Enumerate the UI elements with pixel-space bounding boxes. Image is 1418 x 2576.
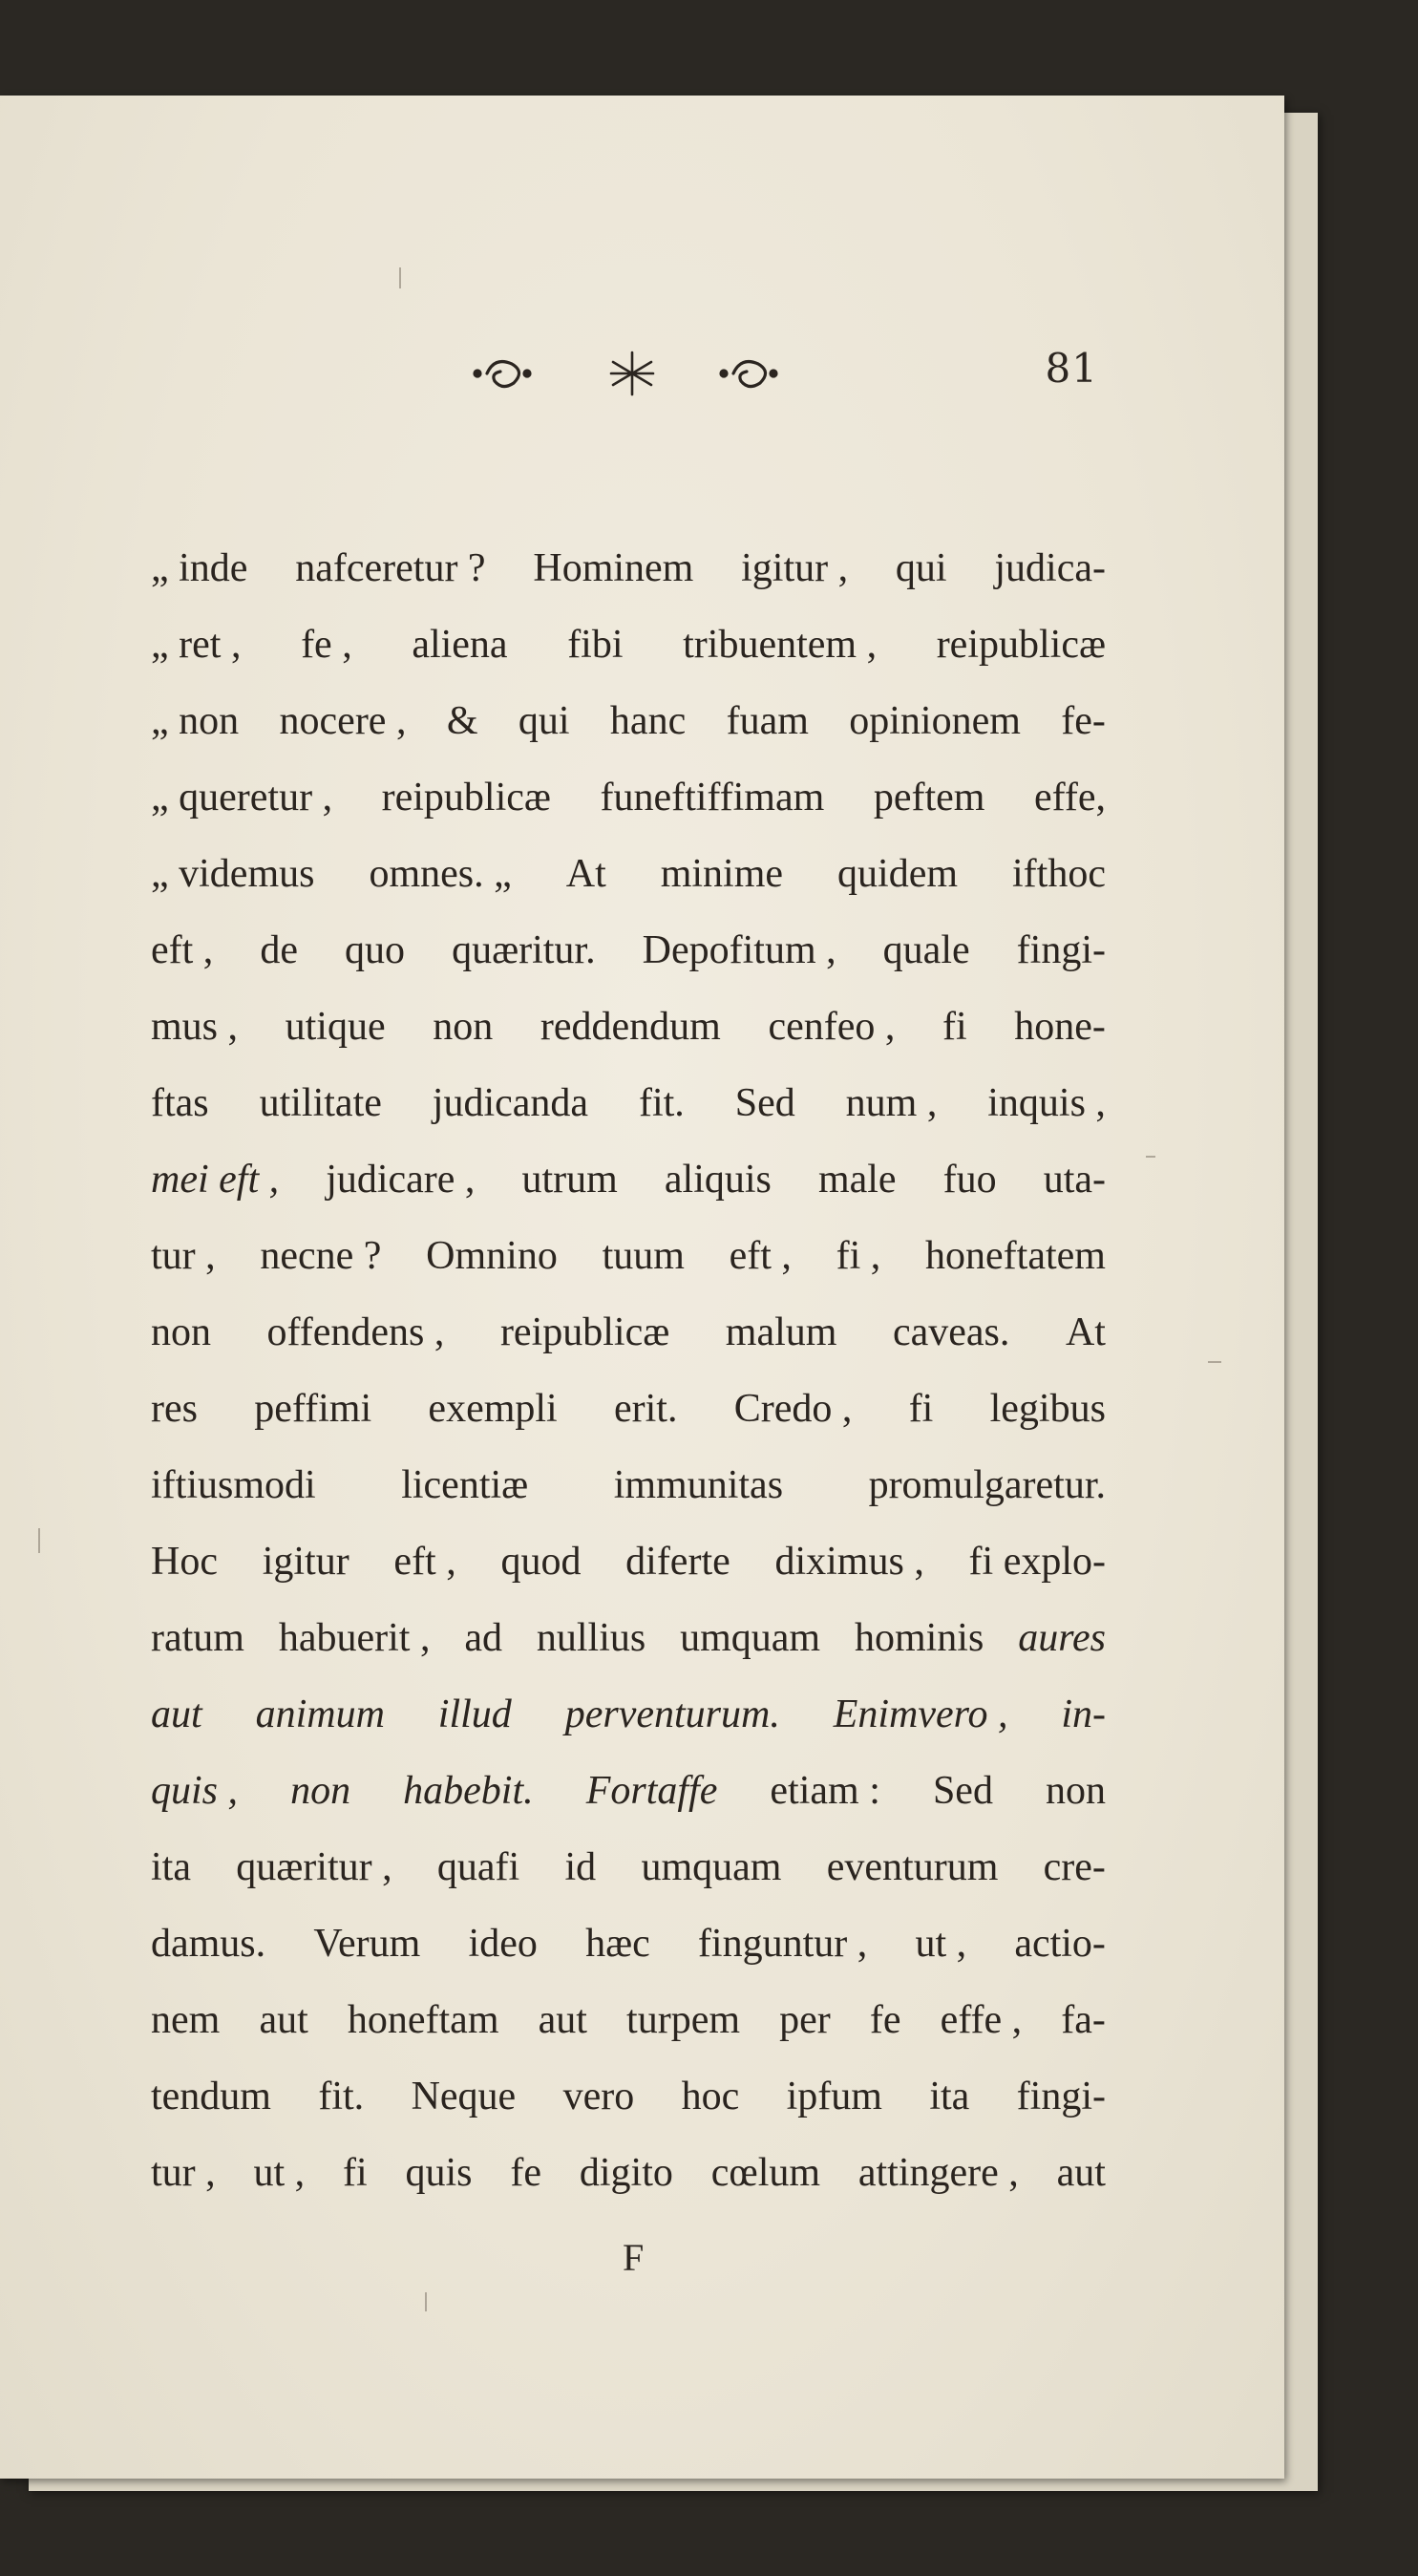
word: reddendum xyxy=(540,1005,721,1049)
word: tur , xyxy=(151,1234,216,1278)
word: umquam xyxy=(680,1616,821,1660)
word: fe xyxy=(510,2151,542,2195)
word: Credo , xyxy=(733,1387,853,1431)
word: etiam : xyxy=(770,1769,880,1813)
text-line xyxy=(151,2135,1106,2211)
word: fibi xyxy=(567,623,624,667)
word: judicare , xyxy=(326,1158,476,1202)
word: caveas. xyxy=(892,1310,1010,1354)
word: nafceretur ? xyxy=(295,546,486,590)
word: effe , xyxy=(940,1998,1023,2042)
body-text xyxy=(151,530,1106,2211)
word: ideo xyxy=(468,1922,538,1966)
word: tuum xyxy=(602,1234,685,1278)
word: At xyxy=(565,852,606,896)
word: uta- xyxy=(1043,1158,1106,1202)
word: „ inde xyxy=(151,546,248,590)
word: Neque xyxy=(411,2075,517,2118)
word: quod xyxy=(500,1540,582,1584)
word: aut xyxy=(538,1998,587,2042)
word: hæc xyxy=(585,1922,650,1966)
word: „ ret , xyxy=(151,623,242,667)
text-line xyxy=(151,1600,1106,1676)
word: hoc xyxy=(681,2075,740,2118)
word: fi xyxy=(908,1387,934,1431)
word: aut xyxy=(151,1692,202,1736)
word: & xyxy=(446,699,478,743)
word: cenfeo , xyxy=(768,1005,896,1049)
word: per xyxy=(779,1998,831,2042)
text-line xyxy=(151,1065,1106,1141)
word: igitur , xyxy=(741,546,849,590)
word: ita xyxy=(151,1845,191,1889)
word: nocere , xyxy=(279,699,407,743)
word: Omnino xyxy=(426,1234,558,1278)
word: digito xyxy=(579,2151,673,2195)
word: quis , xyxy=(151,1769,239,1813)
word: immunitas xyxy=(613,1463,784,1507)
word: utrum xyxy=(521,1158,618,1202)
word: reipublicæ xyxy=(499,1310,670,1354)
word: fa- xyxy=(1061,1998,1106,2042)
word: fi , xyxy=(836,1234,881,1278)
word: ifthoc xyxy=(1012,852,1106,896)
word: res xyxy=(151,1387,198,1431)
text-line xyxy=(151,2058,1106,2135)
word: fi xyxy=(942,1005,967,1049)
text-line xyxy=(151,989,1106,1065)
word: aures xyxy=(1018,1616,1106,1660)
text-line xyxy=(151,759,1106,836)
word: promulgaretur. xyxy=(868,1463,1106,1507)
word: effe, xyxy=(1034,776,1106,820)
word: igitur xyxy=(262,1540,349,1584)
word: fit. xyxy=(318,2075,365,2118)
word: qui xyxy=(895,546,947,590)
word: non xyxy=(290,1769,351,1813)
text-line xyxy=(151,1829,1106,1905)
word: mus , xyxy=(151,1005,239,1049)
paper-speck xyxy=(425,2292,427,2311)
word: tur , xyxy=(151,2151,216,2195)
word: ita xyxy=(929,2075,970,2118)
word: tribuentem , xyxy=(683,623,878,667)
word: fuam xyxy=(726,699,809,743)
text-line xyxy=(151,1753,1106,1829)
word: hone- xyxy=(1014,1005,1106,1049)
word: exempli xyxy=(428,1387,558,1431)
word: funeftiffimam xyxy=(600,776,825,820)
word: cre- xyxy=(1043,1845,1106,1889)
paper-speck xyxy=(1208,1361,1221,1363)
word: peffimi xyxy=(254,1387,372,1431)
word: reipublicæ xyxy=(381,776,551,820)
word: ipfum xyxy=(786,2075,882,2118)
word: cœlum xyxy=(710,2151,821,2195)
text-line xyxy=(151,836,1106,912)
text-line xyxy=(151,1905,1106,1982)
word: licentiæ xyxy=(401,1463,529,1507)
word: legibus xyxy=(989,1387,1106,1431)
text-line xyxy=(151,1523,1106,1600)
text-line xyxy=(151,1447,1106,1523)
word: habuerit , xyxy=(278,1616,431,1660)
word: offendens , xyxy=(266,1310,445,1354)
text-line xyxy=(151,1676,1106,1753)
word: actio- xyxy=(1014,1922,1106,1966)
word: quis xyxy=(405,2151,473,2195)
word: diferte xyxy=(625,1540,730,1584)
word: diximus , xyxy=(774,1540,924,1584)
word: erit. xyxy=(614,1387,678,1431)
word: peftem xyxy=(873,776,985,820)
word: eft , xyxy=(729,1234,792,1278)
word: „ queretur , xyxy=(151,776,333,820)
word: Verum xyxy=(313,1922,421,1966)
word: quæritur , xyxy=(236,1845,392,1889)
word: aut xyxy=(259,1998,308,2042)
word: turpem xyxy=(626,1998,741,2042)
word: animum xyxy=(255,1692,385,1736)
text-line xyxy=(151,912,1106,989)
word: nullius xyxy=(536,1616,646,1660)
word: „ videmus xyxy=(151,852,315,896)
word: finguntur , xyxy=(697,1922,868,1966)
word: opinionem xyxy=(849,699,1021,743)
word: perventurum. xyxy=(564,1692,780,1736)
word: eft , xyxy=(151,928,214,972)
word: fe , xyxy=(301,623,352,667)
word: judica- xyxy=(994,546,1106,590)
word: num , xyxy=(845,1081,938,1125)
word: utilitate xyxy=(259,1081,382,1125)
word: Sed xyxy=(932,1769,993,1813)
word: minime xyxy=(660,852,784,896)
book-page xyxy=(0,96,1284,2479)
word: umquam xyxy=(641,1845,782,1889)
word: reipublicæ xyxy=(936,623,1106,667)
text-line xyxy=(151,607,1106,683)
word: quæritur. xyxy=(452,928,596,972)
word: quafi xyxy=(436,1845,520,1889)
word: quidem xyxy=(837,852,959,896)
word: attingere , xyxy=(857,2151,1019,2195)
word: inquis , xyxy=(987,1081,1106,1125)
word: fi explo- xyxy=(968,1540,1106,1584)
word: quo xyxy=(345,928,406,972)
word: honeftam xyxy=(347,1998,499,2042)
text-line xyxy=(151,1294,1106,1371)
word: fit. xyxy=(638,1081,685,1125)
word: Sed xyxy=(734,1081,795,1125)
word: non xyxy=(151,1310,211,1354)
word: utique xyxy=(285,1005,386,1049)
word: id xyxy=(564,1845,597,1889)
word: necne ? xyxy=(260,1234,382,1278)
word: aut xyxy=(1056,2151,1106,2195)
word: Depofitum , xyxy=(642,928,836,972)
word: vero xyxy=(562,2075,635,2118)
paper-speck xyxy=(38,1528,40,1553)
word: ut , xyxy=(915,1922,967,1966)
word: non xyxy=(1046,1769,1106,1813)
word: illud xyxy=(437,1692,512,1736)
word: mei eft , xyxy=(151,1158,280,1202)
word: qui xyxy=(518,699,570,743)
word: eft , xyxy=(393,1540,456,1584)
word: ratum xyxy=(151,1616,244,1660)
word: honeftatem xyxy=(925,1234,1106,1278)
text-line xyxy=(151,1141,1106,1218)
word: malum xyxy=(725,1310,837,1354)
word: Enimvero , xyxy=(833,1692,1008,1736)
word: non xyxy=(433,1005,494,1049)
word: fe xyxy=(869,1998,901,2042)
word: fuo xyxy=(942,1158,997,1202)
word: ad xyxy=(464,1616,502,1660)
word: aliquis xyxy=(664,1158,772,1202)
word: nem xyxy=(151,1998,221,2042)
word: fe- xyxy=(1061,699,1106,743)
text-line xyxy=(151,683,1106,759)
word: „ non xyxy=(151,699,240,743)
word: hominis xyxy=(854,1616,984,1660)
word: ftas xyxy=(151,1081,209,1125)
word: eventurum xyxy=(826,1845,999,1889)
word: fingi- xyxy=(1016,928,1106,972)
word: Hominem xyxy=(533,546,694,590)
word: male xyxy=(817,1158,897,1202)
word: quale xyxy=(882,928,970,972)
page-header xyxy=(468,339,1098,415)
word: iftiusmodi xyxy=(151,1463,316,1507)
word: fi xyxy=(343,2151,368,2195)
word: fingi- xyxy=(1016,2075,1106,2118)
word: omnes. „ xyxy=(369,852,512,896)
text-line xyxy=(151,1371,1106,1447)
header-ornament-icon xyxy=(468,339,831,406)
paper-speck xyxy=(399,267,401,288)
paper-speck xyxy=(1146,1156,1155,1158)
word: damus. xyxy=(151,1922,266,1966)
word: Hoc xyxy=(151,1540,218,1584)
word: in- xyxy=(1061,1692,1106,1736)
word: ut , xyxy=(253,2151,306,2195)
word: habebit. xyxy=(403,1769,534,1813)
word: Fortaffe xyxy=(585,1769,718,1813)
text-line xyxy=(151,530,1106,607)
word: hanc xyxy=(609,699,687,743)
word: At xyxy=(1065,1310,1106,1354)
word: de xyxy=(260,928,298,972)
signature-mark: F xyxy=(623,2236,645,2279)
word: tendum xyxy=(151,2075,271,2118)
word: judicanda xyxy=(432,1081,589,1125)
word: aliena xyxy=(412,623,508,667)
page-number: 81 xyxy=(1045,345,1098,392)
text-line xyxy=(151,1218,1106,1294)
text-line xyxy=(151,1982,1106,2058)
